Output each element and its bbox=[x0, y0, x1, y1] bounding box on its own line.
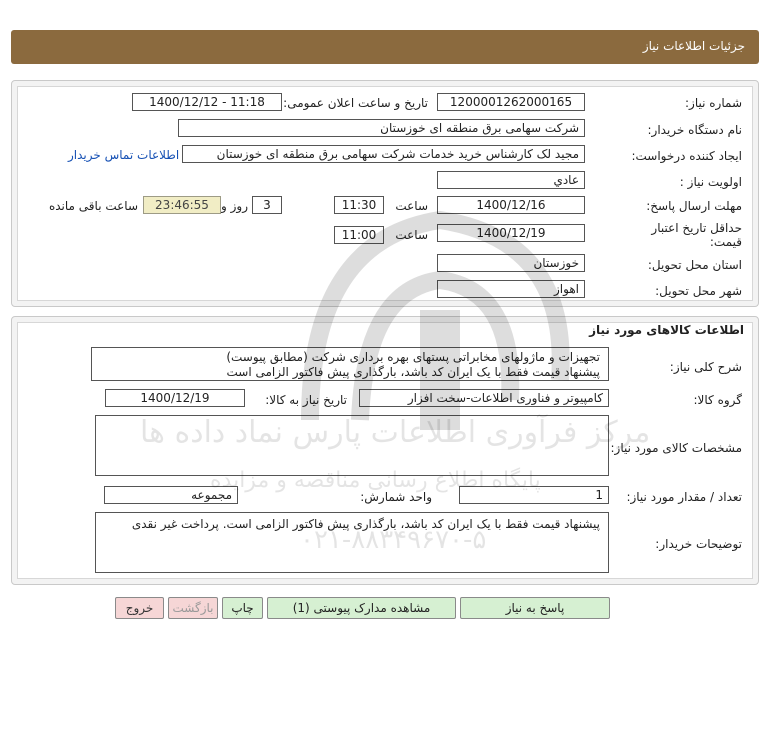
qty-label: تعداد / مقدار مورد نیاز: bbox=[626, 490, 742, 504]
city-field: اهواز bbox=[437, 280, 585, 298]
days-field: 3 bbox=[252, 196, 282, 214]
deadline-time-label: ساعت bbox=[395, 199, 428, 213]
summary-line-1: تجهیزات و ماژولهای مخابراتی پستهای بهره برداری شرکت (مطابق پیوست) bbox=[226, 350, 600, 364]
need-number-label: شماره نیاز: bbox=[685, 96, 742, 110]
back-button[interactable]: بازگشت bbox=[168, 597, 218, 619]
need-number-field: 1200001262000165 bbox=[437, 93, 585, 111]
goods-section-title: اطلاعات کالاهای مورد نیاز bbox=[589, 323, 744, 337]
deadline-label: مهلت ارسال پاسخ: bbox=[646, 199, 742, 213]
need-date-field: 1400/12/19 bbox=[105, 389, 245, 407]
buyer-contact-link[interactable]: اطلاعات تماس خریدار bbox=[68, 148, 180, 162]
unit-label: واحد شمارش: bbox=[360, 490, 432, 504]
remaining-time-field: 23:46:55 bbox=[143, 196, 221, 214]
creator-label: ایجاد کننده درخواست: bbox=[631, 149, 742, 163]
specs-field bbox=[95, 415, 609, 476]
city-label: شهر محل تحویل: bbox=[655, 284, 742, 298]
priority-field: عادي bbox=[437, 171, 585, 189]
page-title: جزئیات اطلاعات نیاز bbox=[642, 39, 745, 53]
buyer-notes-field: پیشنهاد قیمت فقط با یک ایران کد باشد، بارگذاری پیش فاکتور الزامی است. پرداخت غیر نقدی bbox=[95, 512, 609, 573]
need-date-label: تاریخ نیاز به کالا: bbox=[265, 393, 347, 407]
creator-field: مجید لک کارشناس خرید خدمات شرکت سهامی برق منطقه ای خوزستان bbox=[182, 145, 585, 163]
validity-label-line2: قیمت: bbox=[709, 235, 742, 249]
summary-line-2: پیشنهاد قیمت فقط با یک ایران کد باشد، بارگذاری پیش فاکتور الزامی است bbox=[226, 365, 600, 379]
group-label: گروه کالا: bbox=[693, 393, 742, 407]
announce-label: تاریخ و ساعت اعلان عمومی: bbox=[283, 96, 428, 110]
page-header bbox=[11, 30, 759, 64]
details-panel bbox=[11, 80, 759, 307]
priority-label: اولویت نیاز : bbox=[679, 175, 742, 189]
validity-date-field: 1400/12/19 bbox=[437, 224, 585, 242]
validity-label-line1: حداقل تاریخ اعتبار bbox=[651, 221, 742, 235]
deadline-time-field: 11:30 bbox=[334, 196, 384, 214]
buyer-org-label: نام دستگاه خریدار: bbox=[647, 123, 742, 137]
remaining-label: ساعت باقی مانده bbox=[48, 199, 138, 213]
summary-label: شرح کلی نیاز: bbox=[669, 360, 742, 374]
deadline-date-field: 1400/12/16 bbox=[437, 196, 585, 214]
buyer-org-field: شرکت سهامی برق منطقه ای خوزستان bbox=[178, 119, 585, 137]
summary-field bbox=[91, 347, 609, 381]
buyer-notes-label: توضیحات خریدار: bbox=[655, 537, 742, 551]
province-label: استان محل تحویل: bbox=[647, 258, 742, 272]
reply-button[interactable]: پاسخ به نیاز bbox=[460, 597, 610, 619]
validity-time-label: ساعت bbox=[395, 228, 428, 242]
print-button[interactable]: چاپ bbox=[222, 597, 263, 619]
group-field: کامپیوتر و فناوری اطلاعات-سخت افزار bbox=[359, 389, 609, 407]
province-field: خوزستان bbox=[437, 254, 585, 272]
validity-time-field: 11:00 bbox=[334, 226, 384, 244]
unit-field: مجموعه bbox=[104, 486, 238, 504]
exit-button[interactable]: خروج bbox=[115, 597, 164, 619]
days-label: روز و bbox=[221, 199, 248, 213]
view-attachments-button[interactable]: مشاهده مدارک پیوستی (1) bbox=[267, 597, 456, 619]
specs-label: مشخصات کالای مورد نیاز: bbox=[610, 441, 742, 455]
announce-field: 1400/12/12 - 11:18 bbox=[132, 93, 282, 111]
qty-field: 1 bbox=[459, 486, 609, 504]
